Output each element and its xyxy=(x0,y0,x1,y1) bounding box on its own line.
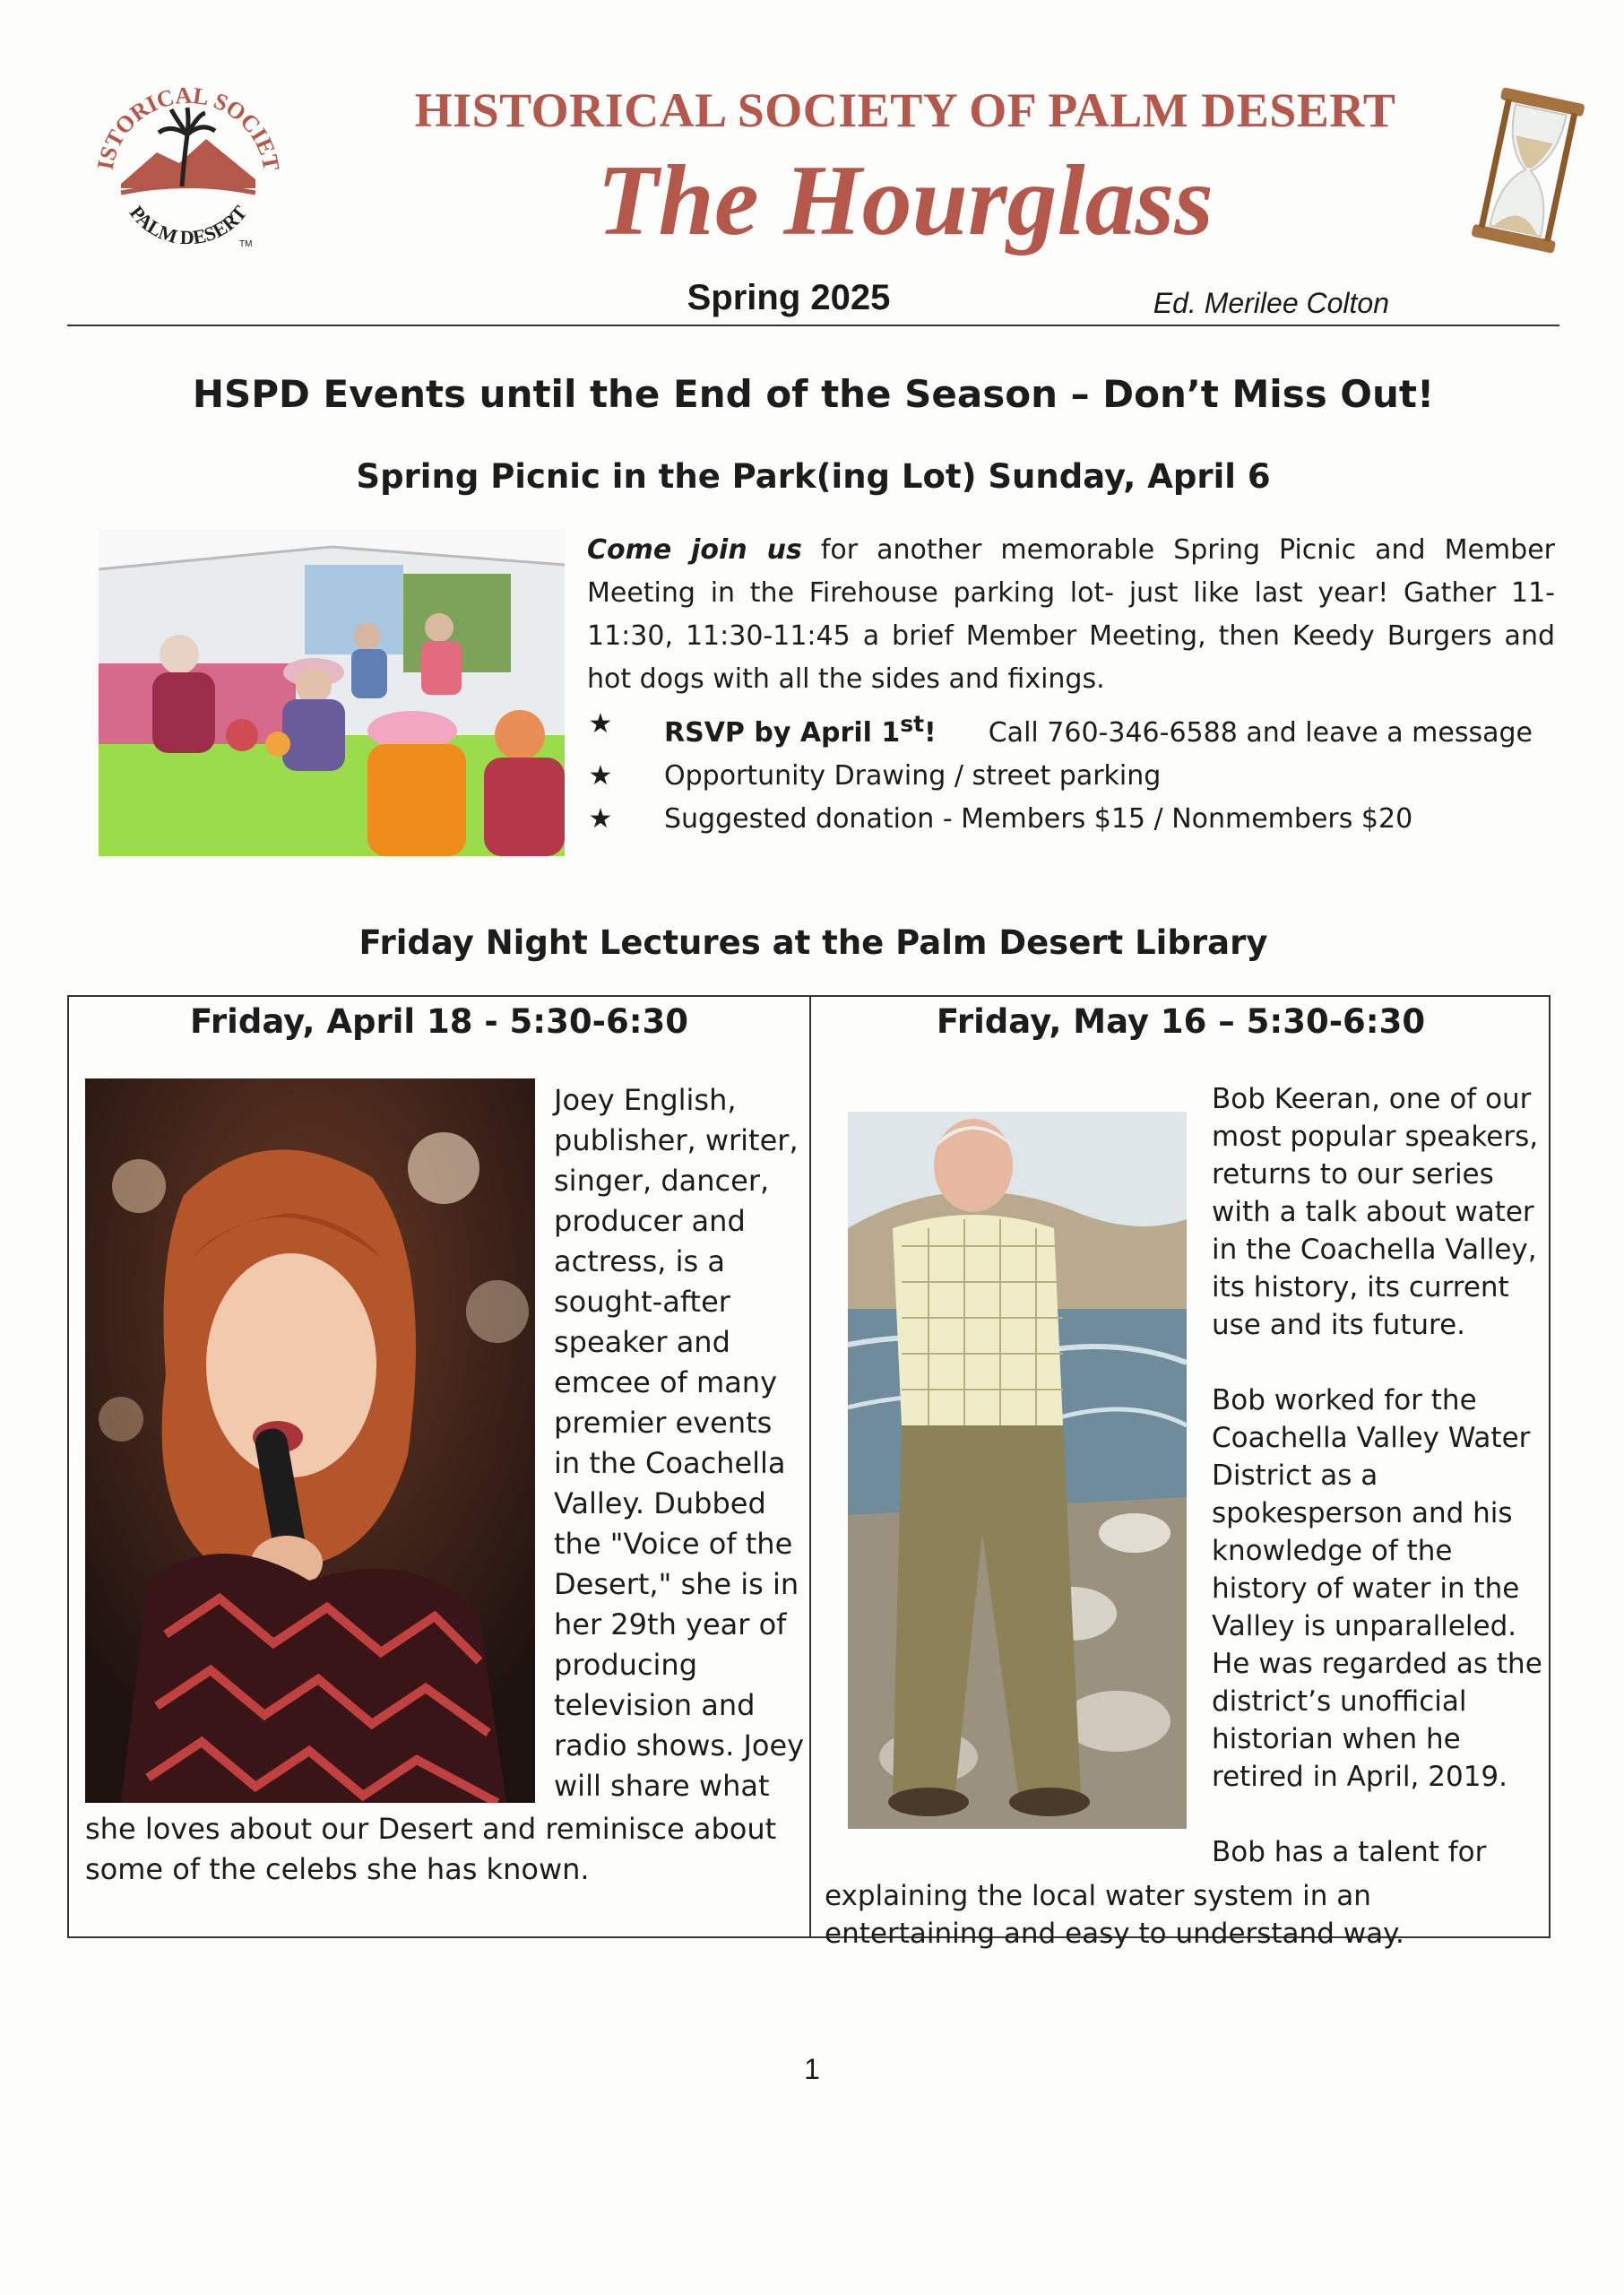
organization-name: HISTORICAL SOCIETY OF PALM DESERT xyxy=(414,83,1396,137)
bob-keeran-paragraph-2: Bob worked for the Coachella Valley Water District as a spokesperson and his knowledge of the history of water in the Valley is unparalleled. He was regarded as the district’s unofficial historian when he retired in April, 2019. xyxy=(1212,1384,1542,1793)
picnic-heading: Spring Picnic in the Park(ing Lot) Sunday, April 6 xyxy=(356,457,1271,496)
star-bullet-icon: ★ xyxy=(588,708,613,740)
editor-credit: Ed. Merilee Colton xyxy=(1153,287,1389,319)
society-logo xyxy=(85,63,291,269)
picnic-lead: Come join us xyxy=(587,534,802,566)
logo-text-top: ISTORICAL SOCIET xyxy=(91,82,285,173)
newsletter-title: The Hourglass xyxy=(597,145,1214,256)
joey-english-description-continued: she loves about our Desert and reminisce about some of the celebs she has known. xyxy=(85,1812,777,1886)
logo-trademark: TM xyxy=(239,239,253,249)
logo-text-bottom: PALM DESERT xyxy=(125,201,252,249)
list-item: ★ Opportunity Drawing / street parking xyxy=(587,755,1555,798)
issue-label: Spring 2025 xyxy=(687,278,891,317)
page-number: 1 xyxy=(804,2053,820,2085)
bob-keeran-paragraph-1: Bob Keeran, one of our most popular speakers, returns to our series with a talk about water in the Coachella Valley, its history, its current use and its future. xyxy=(1212,1083,1539,1341)
bob-keeran-description-continued: explaining the local water system in an entertaining and easy to understand way. xyxy=(825,1880,1404,1950)
bob-keeran-photo xyxy=(848,1112,1187,1829)
picnic-description xyxy=(587,529,1555,701)
bob-keeran-paragraph-3: Bob has a talent for xyxy=(1212,1836,1487,1868)
picnic-body-text: for another memorable Spring Picnic and Member Meeting in the Firehouse parking lot- just like last year! Gather 11-11:30, 11:30-11:45 a brief Member Meeting, then Keedy Burgers and hot dogs with all the sides and fixings. xyxy=(587,534,1555,695)
list-item xyxy=(587,703,1555,755)
hourglass-icon xyxy=(1470,85,1586,255)
lecture-date-may: Friday, May 16 – 5:30-6:30 xyxy=(936,1002,1426,1041)
events-heading: HSPD Events until the End of the Season – Don’t Miss Out! xyxy=(192,372,1435,416)
bob-keeran-description xyxy=(1212,1080,1543,1871)
masthead-divider xyxy=(67,325,1559,326)
lectures-heading: Friday Night Lectures at the Palm Desert Library xyxy=(358,923,1268,962)
lecture-date-april: Friday, April 18 - 5:30-6:30 xyxy=(190,1002,688,1041)
rsvp-deadline: RSVP by April 1st! xyxy=(664,711,937,749)
star-bullet-icon: ★ xyxy=(588,760,613,792)
picnic-details-list xyxy=(587,703,1555,841)
rsvp-phone: Call 760-346-6588 and leave a message xyxy=(988,717,1533,749)
joey-english-description: Joey English, publisher, writer, singer, dancer, producer and actress, is a sought-after speaker and emcee of many premier events in the Coachella Valley. Dubbed the "Voice of the Desert," she is in her 29th year of producing television and radio shows. Joey will share what xyxy=(554,1083,805,1803)
list-item: ★ Suggested donation - Members $15 / Nonmembers $20 xyxy=(587,798,1555,841)
star-bullet-icon: ★ xyxy=(588,803,613,835)
picnic-photo xyxy=(99,529,565,856)
svg-text:PALM DESERT xyxy=(125,201,252,248)
lectures-column-divider xyxy=(809,995,811,1938)
joey-english-photo xyxy=(85,1078,535,1803)
